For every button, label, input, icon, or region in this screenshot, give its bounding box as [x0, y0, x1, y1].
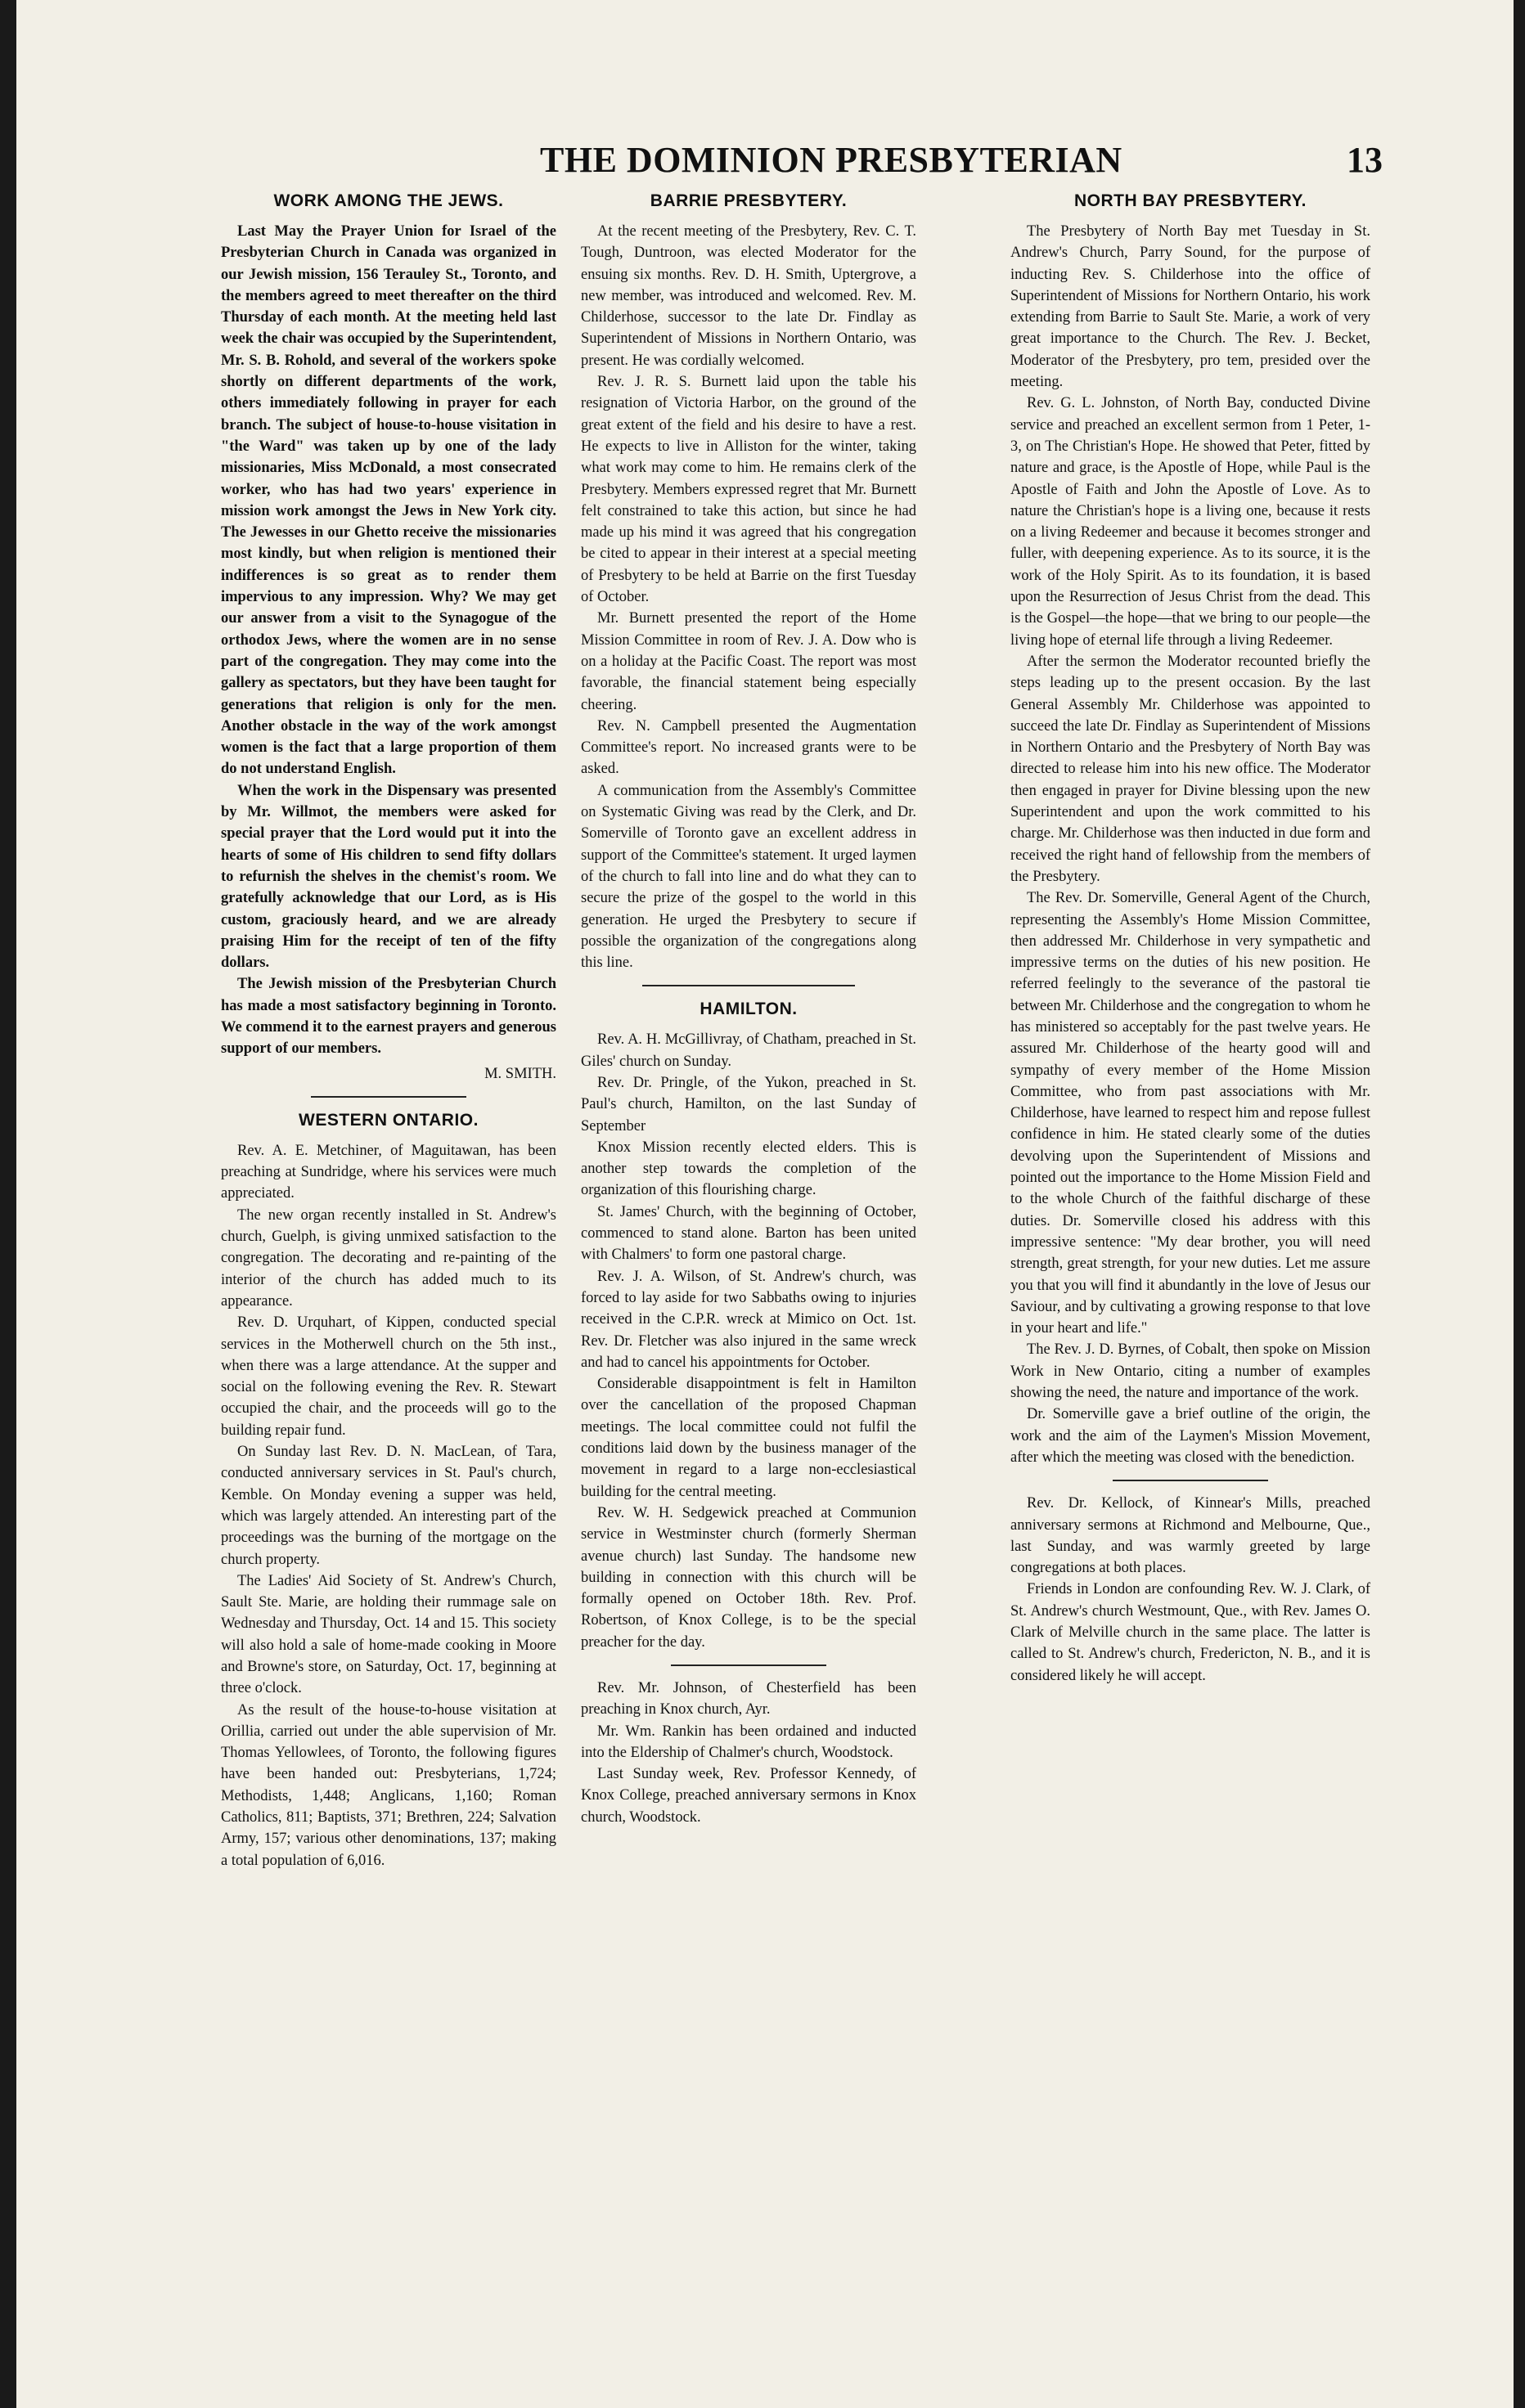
article-paragraph: The Rev. Dr. Somerville, General Agent of the Church, representing the Assembly's Home Mission Committee, then addressed Mr. Childerhose in very sympathetic and impressive terms on the duties of his new position. He referred feelingly to the severance of the pastoral tie between Mr. Childerhose and the congregation to whom he has ministered so acceptably for the past twelve years. He assured Mr. Childerhose of the hearty good will and sympathy of every member of the Home Mission Committee, who from past associations with Mr. Childerhose, have learned to respect him and repose fullest confidence in him. He stated clearly some of the duties devolving upon the Superintendent of Missions and pointed out the importance to the Home Mission Field and to the whole Church of the faithful discharge of these duties. Dr. Somerville closed his address with this impressive sentence: "My dear brother, you will need strength, great strength, for your new duties. Let me assure you that you will find it abundantly in the love of Jesus our Saviour, and by cultivating a growing response to that love in your heart and life." — [1010, 890, 1370, 1337]
column-right — [1010, 186, 1370, 1687]
article-paragraph: Rev. Mr. Johnson, of Chesterfield has been preaching in Knox church, Ayr. — [581, 1680, 916, 1718]
column-middle — [581, 186, 916, 1828]
article-paragraph: Mr. Burnett presented the report of the Home Mission Committee in room of Rev. J. A. Dow who is on a holiday at the Pacific Coast. The report was most favorable, the financial statement being especially cheering. — [581, 610, 916, 713]
article-paragraph: The Jewish mission of the Presbyterian Church has made a most satisfactory beginning in Toronto. We commend it to the earnest prayers and generous support of our members. — [221, 976, 556, 1058]
article-paragraph: Rev. W. H. Sedgewick preached at Communion service in Westminster church (formerly Sherman avenue church) last Sunday. The handsome new building in connection with this church will be formally opened on October 18th. Rev. Prof. Robertson, of Knox College, is to be the special preacher for the day. — [581, 1504, 916, 1651]
article-paragraph: Rev. A. E. Metchiner, of Maguitawan, has been preaching at Sundridge, where his services were much appreciated. — [221, 1142, 556, 1202]
article-paragraph: The Presbytery of North Bay met Tuesday in St. Andrew's Church, Parry Sound, for the purpose of inducting Rev. S. Childerhose into the office of Superintendent of Missions for Northern Ontario, his work extending from Barrie to Sault Ste. Marie, a work of very great importance to the Church. The Rev. J. Becket, Moderator of the Presbytery, pro tem, presided over the meeting. — [1010, 223, 1370, 391]
article-paragraph: On Sunday last Rev. D. N. MacLean, of Tara, conducted anniversary services in St. Paul's church, Kemble. On Monday evening a supper was held, which was largely attended. An interesting part of the proceedings was the burning of the mortgage on the church property. — [221, 1444, 556, 1568]
article-paragraph: As the result of the house-to-house visitation at Orillia, carried out under the able supervision of Mr. Thomas Yellowlees, of Toronto, the following figures have been handed out: Presbyterians, 1,724; Methodists, 1,448; Anglicans, 1,160; Roman Catholics, 811; Baptists, 371; Brethren, 224; Salvation Army, 157; various other denominations, 137; making a total population of 6,016. — [221, 1701, 556, 1869]
section-divider — [1113, 1480, 1268, 1481]
article-paragraph: Considerable disappointment is felt in Hamilton over the cancellation of the proposed Chapman meetings. The local committee could not fulfil the conditions laid down by the business manager of the movement in regard to a large non-ecclesiastical building for the central meeting. — [581, 1376, 916, 1500]
section-heading-jews: WORK AMONG THE JEWS. — [273, 191, 504, 210]
column-left — [221, 186, 556, 1871]
section-divider — [642, 985, 855, 986]
article-paragraph: Rev. N. Campbell presented the Augmentation Committee's report. No increased grants were to be asked. — [581, 717, 916, 778]
article-paragraph: After the sermon the Moderator recounted briefly the steps leading up to the present occasion. By the last General Assembly Mr. Childerhose was appointed to succeed the late Dr. Findlay as Superintendent of Missions in Northern Ontario and the Presbytery of North Bay was directed to release him into his new office. The Moderator then engaged in prayer for Divine blessing upon the new Superintendent and upon the work committed to his charge. Mr. Childerhose was then inducted in due form and received the right hand of fellowship from the members of the Presbytery. — [1010, 653, 1370, 885]
publication-title: THE DOMINION PRESBYTERIAN — [540, 140, 1122, 180]
article-paragraph: Last Sunday week, Rev. Professor Kennedy, of Knox College, preached anniversary sermons in Knox church, Woodstock. — [581, 1766, 916, 1826]
article-paragraph: At the recent meeting of the Presbytery, Rev. C. T. Tough, Duntroon, was elected Moderator for the ensuing six months. Rev. D. H. Smith, Uptergrove, a new member, was introduced and welcomed. Rev. M. Childerhose, successor to the late Dr. Findlay as Superintendent of Missions in Northern Ontario, was present. He was cordially welcomed. — [581, 223, 916, 369]
article-paragraph: When the work in the Dispensary was presented by Mr. Willmot, the members were asked for special prayer that the Lord would put it into the hearts of some of His children to send fifty dollars to refurnish the shelves in the chemist's room. We gratefully acknowledge that our Lord, as is His custom, graciously heard, and we are already praising Him for the receipt of ten of the fifty dollars. — [221, 782, 556, 972]
article-paragraph: Rev. Dr. Kellock, of Kinnear's Mills, preached anniversary sermons at Richmond and Melbourne, Que., last Sunday, and was warmly greeted by large congregations at both places. — [1010, 1495, 1370, 1577]
article-paragraph: Dr. Somerville gave a brief outline of the origin, the work and the aim of the Laymen's Mission Movement, after which the meeting was closed with the benediction. — [1010, 1406, 1370, 1466]
article-paragraph: Rev. A. H. McGillivray, of Chatham, preached in St. Giles' church on Sunday. — [581, 1031, 916, 1070]
article-paragraph: St. James' Church, with the beginning of October, commenced to stand alone. Barton has been united with Chalmers' to form one pastoral charge. — [581, 1203, 916, 1264]
article-paragraph: A communication from the Assembly's Committee on Systematic Giving was read by the Clerk, and Dr. Somerville of Toronto gave an excellent address in support of the Committee's statement. It urged laymen of the church to fall into line and do what they can to secure the prize of the gospel to the world in this generation. He urged the Presbytery to secure if possible the organization of the congregations along this line. — [581, 782, 916, 972]
article-paragraph: Rev. G. L. Johnston, of North Bay, conducted Divine service and preached an excellent sermon from 1 Peter, 1-3, on The Christian's Hope. He showed that Peter, fitted by nature and grace, is the Apostle of Hope, while Paul is the Apostle of Faith and John the Apostle of Love. As to nature the Christian's hope is a living one, because it rests on a living Redeemer and because it becomes stronger and fuller, with deepening experience. As to its source, it is the work of the Holy Spirit. As to its foundation, it is based upon the Resurrection of Jesus Christ from the dead. This is the Gospel—the hope—that we bring to our people—the living hope of eternal life through a living Redeemer. — [1010, 395, 1370, 649]
article-paragraph: The new organ recently installed in St. Andrew's church, Guelph, is giving unmixed satisfaction to the congregation. The decorating and re-painting of the interior of the church has added much to its appearance. — [221, 1206, 556, 1310]
article-paragraph: Rev. D. Urquhart, of Kippen, conducted special services in the Motherwell church on the 5th inst., when there was a large attendance. At the supper and social on the following evening the Rev. R. Stewart occupied the chair, and the proceeds will go to the building repair fund. — [221, 1314, 556, 1439]
article-paragraph: Rev. Dr. Pringle, of the Yukon, preached in St. Paul's church, Hamilton, on the last Sunday of September — [581, 1074, 916, 1134]
article-paragraph: Mr. Wm. Rankin has been ordained and inducted into the Eldership of Chalmer's church, Woodstock. — [581, 1723, 916, 1761]
article-paragraph: Last May the Prayer Union for Israel of the Presbyterian Church in Canada was organized in our Jewish mission, 156 Terauley St., Toronto, and the members agreed to meet thereafter on the third Thursday of each month. At the meeting held last week the chair was occupied by the Superintendent, Mr. S. B. Rohold, and several of the workers spoke shortly on different departments of the work, others immediately following in prayer for each branch. The subject of house-to-house visitation in "the Ward" was taken up by one of the lady missionaries, Miss McDonald, a most consecrated worker, who has had two years' experience in mission work amongst the Jews in New York city. The Jewesses in our Ghetto receive the missionaries most kindly, but when religion is mentioned their indifferences is so great as to render them impervious to any impression. Why? We may get our answer from a visit to the Synagogue of the orthodox Jews, where the women are in no sense part of the congregation. They may come into the gallery as spectators, but they have been taught for generations that religion is only for the men. Another obstacle in the way of the work amongst women is the fact that a large proportion of them do not understand English. — [221, 223, 556, 778]
article-paragraph: Rev. J. R. S. Burnett laid upon the table his resignation of Victoria Harbor, on the ground of the great extent of the field and his desire to have a rest. He expects to live in Alliston for the winter, taking what work may come to him. He remains clerk of the Presbytery. Members expressed regret that Mr. Burnett felt constrained to take this action, but since he had made up his mind it was agreed that his congregation be cited to appear in their interest at a special meeting of Presbytery to be held at Barrie on the first Tuesday of October. — [581, 374, 916, 606]
section-heading-north-bay: NORTH BAY PRESBYTERY. — [1074, 191, 1307, 210]
section-heading-barrie: BARRIE PRESBYTERY. — [650, 191, 848, 210]
article-paragraph: The Rev. J. D. Byrnes, of Cobalt, then spoke on Mission Work in New Ontario, citing a number of examples showing the need, the nature and importance of the work. — [1010, 1341, 1370, 1402]
page-number: 13 — [1347, 140, 1383, 180]
section-heading-hamilton: HAMILTON. — [700, 1000, 798, 1019]
article-paragraph: Friends in London are confounding Rev. W. J. Clark, of St. Andrew's church Westmount, Que., with Rev. James O. Clark of Melville church in the same place. The latter is called to St. Andrew's church, Fredericton, N. B., and it is considered likely he will accept. — [1010, 1581, 1370, 1684]
article-paragraph: The Ladies' Aid Society of St. Andrew's Church, Sault Ste. Marie, are holding their rummage sale on Wednesday and Thursday, Oct. 14 and 15. This society will also hold a sale of home-made cooking in Moore and Browne's store, on Saturday, Oct. 17, beginning at three o'clock. — [221, 1572, 556, 1697]
section-divider — [671, 1664, 826, 1666]
article-signature: M. SMITH. — [484, 1065, 556, 1082]
section-heading-western-ontario: WESTERN ONTARIO. — [299, 1110, 479, 1130]
article-paragraph: Rev. J. A. Wilson, of St. Andrew's church, was forced to lay aside for two Sabbaths owing to injuries received in the C.P.R. wreck at Mimico on Oct. 1st. Rev. Dr. Fletcher was also injured in the same wreck and had to cancel his appointments for October. — [581, 1268, 916, 1371]
newspaper-page — [16, 0, 1514, 2408]
article-paragraph: Knox Mission recently elected elders. This is another step towards the completion of the organization of this flourishing charge. — [581, 1139, 916, 1199]
section-divider — [311, 1096, 466, 1098]
